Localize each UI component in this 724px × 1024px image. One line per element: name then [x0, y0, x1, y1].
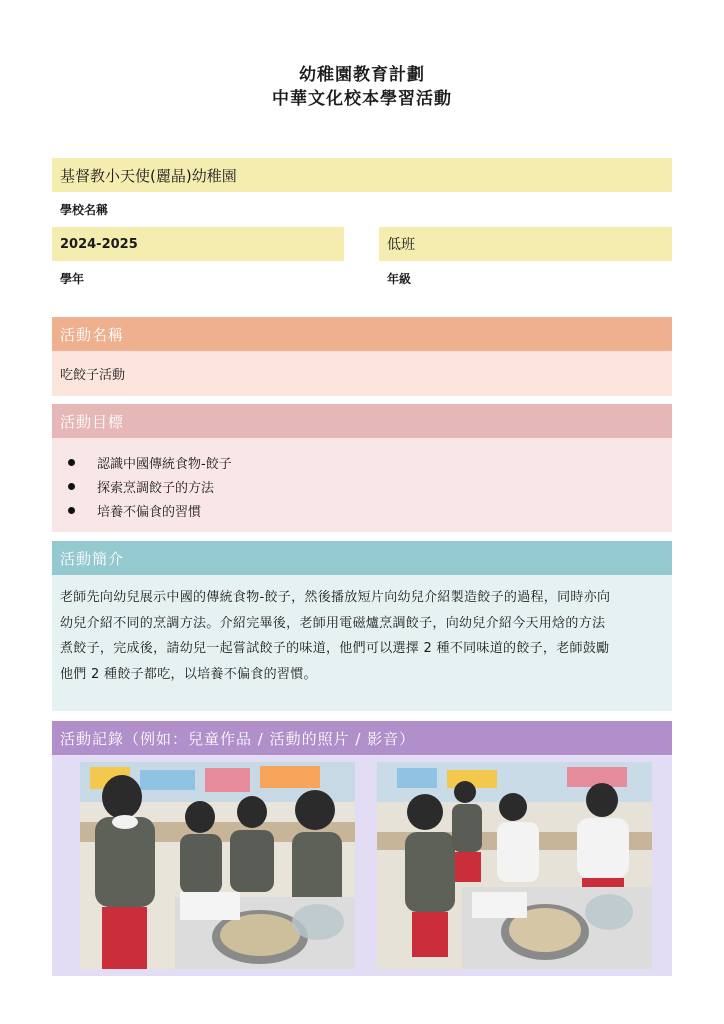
activity-goals-heading: 活動目標 — [52, 404, 672, 438]
school-name-value: 基督教小天使(麗晶)幼稚園 — [60, 166, 237, 185]
school-year-label: 學年 — [60, 272, 85, 286]
list-item: 認識中國傳統食物-餃子 — [60, 450, 664, 474]
intro-line: 幼兒介紹不同的烹調方法。介紹完畢後，老師用電磁爐烹調餃子，向幼兒介紹今天用焓的方法 — [60, 615, 606, 631]
document-subtitle: 中華文化校本學習活動 — [272, 89, 452, 109]
school-year-field — [52, 227, 344, 261]
activity-name-heading: 活動名稱 — [52, 317, 672, 351]
activity-intro-heading: 活動簡介 — [52, 541, 672, 575]
intro-line: 老師先向幼兒展示中國的傳統食物-餃子，然後播放短片向幼兒介紹製造餃子的過程，同時亦向 — [60, 590, 611, 605]
grade-label: 年級 — [387, 272, 412, 286]
activity-intro-body — [52, 575, 672, 711]
activity-photo-2 — [377, 762, 652, 969]
grade-value: 低班 — [387, 237, 415, 253]
activity-name-body — [52, 351, 672, 396]
school-year-value: 2024-2025 — [60, 236, 138, 252]
list-item: 培養不偏食的習慣 — [60, 498, 664, 522]
grade-field — [379, 227, 672, 261]
bullet-icon — [68, 483, 75, 490]
document-title: 幼稚園教育計劃 — [299, 65, 425, 85]
activity-photo-1 — [80, 762, 355, 969]
school-name-label: 學校名稱 — [60, 203, 109, 217]
bullet-icon — [68, 507, 75, 514]
activity-name-value: 吃餃子活動 — [60, 368, 126, 383]
activity-record-heading: 活動記錄（例如：兒童作品 / 活動的照片 / 影音） — [52, 721, 672, 755]
intro-line: 煮餃子，完成後，請幼兒一起嘗試餃子的味道，他們可以選擇 2 種不同味道的餃子，老師鼓勵 — [60, 641, 610, 656]
goal-list — [60, 438, 664, 522]
school-name-field — [52, 158, 672, 192]
bullet-icon — [68, 459, 75, 466]
activity-goals-body — [52, 438, 672, 532]
intro-line: 他們 2 種餃子都吃，以培養不偏食的習慣。 — [60, 666, 317, 682]
list-item: 探索烹調餃子的方法 — [60, 474, 664, 498]
